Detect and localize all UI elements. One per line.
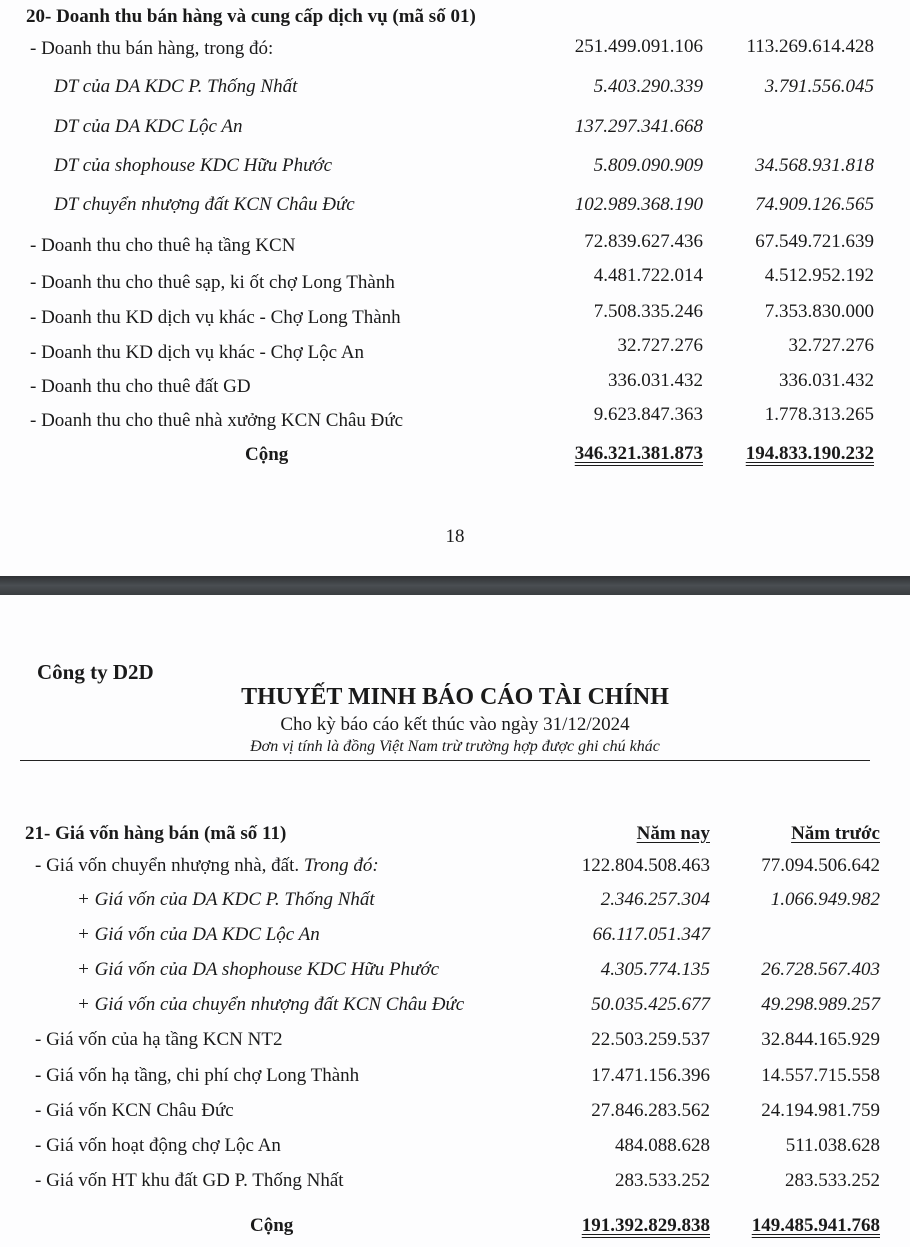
row-label: DT của shophouse KDC Hữu Phước	[54, 155, 333, 176]
row-label: - Giá vốn KCN Châu Đức	[35, 1100, 234, 1121]
value-previous: 4.512.952.192	[764, 265, 874, 286]
value-previous: 67.549.721.639	[755, 231, 874, 252]
company-name: Công ty D2D	[37, 660, 154, 684]
value-current: 2.346.257.304	[600, 889, 710, 910]
value-current: 17.471.156.396	[591, 1065, 710, 1086]
value-previous: 113.269.614.428	[746, 36, 874, 57]
value-previous: 1.066.949.982	[770, 889, 880, 910]
row-label: DT chuyển nhượng đất KCN Châu Đức	[54, 194, 355, 215]
value-current: 5.403.290.339	[593, 76, 703, 97]
value-current: 5.809.090.909	[593, 155, 703, 176]
row-label: - Doanh thu cho thuê hạ tầng KCN	[30, 235, 296, 256]
value-current: 72.839.627.436	[584, 231, 703, 252]
value-previous: 24.194.981.759	[761, 1100, 880, 1121]
value-current: 9.623.847.363	[593, 404, 703, 425]
row-label: - Doanh thu KD dịch vụ khác - Chợ Lộc An	[30, 342, 365, 363]
value-current: 4.481.722.014	[593, 265, 703, 286]
total-label: Cộng	[245, 444, 289, 465]
report-period: Cho kỳ báo cáo kết thúc vào ngày 31/12/2024	[280, 714, 630, 735]
value-previous: 3.791.556.045	[764, 76, 874, 97]
value-previous: 49.298.989.257	[761, 994, 880, 1015]
row-label: - Giá vốn hạ tầng, chi phí chợ Long Thành	[35, 1065, 360, 1086]
value-previous: 511.038.628	[785, 1135, 880, 1156]
total-label: Cộng	[250, 1215, 294, 1236]
row-label	[35, 855, 379, 877]
row-label: - Doanh thu bán hàng, trong đó:	[30, 38, 274, 59]
value-previous: 26.728.567.403	[761, 959, 880, 980]
row-label: - Giá vốn của hạ tầng KCN NT2	[35, 1029, 283, 1050]
value-current: 251.499.091.106	[574, 36, 703, 57]
section-20-title: 20- Doanh thu bán hàng và cung cấp dịch vụ (mã số 01)	[26, 6, 476, 27]
value-previous: 14.557.715.558	[761, 1065, 880, 1086]
value-current: 4.305.774.135	[600, 959, 710, 980]
value-previous: 32.727.276	[788, 335, 874, 356]
row-label-main: - Giá vốn chuyển nhượng nhà, đất.	[35, 855, 300, 876]
row-label: + Giá vốn của DA KDC P. Thống Nhất	[77, 889, 375, 910]
value-current: 137.297.341.668	[574, 116, 703, 137]
value-previous: 77.094.506.642	[761, 855, 880, 876]
value-current: 7.508.335.246	[593, 301, 703, 322]
row-label-italic: Trong đó:	[303, 855, 379, 876]
row-label: - Doanh thu cho thuê sạp, ki ốt chợ Long Thành	[30, 272, 395, 293]
value-current: 50.035.425.677	[591, 994, 710, 1015]
row-label: DT của DA KDC P. Thống Nhất	[54, 76, 298, 97]
total-previous: 194.833.190.232	[745, 443, 874, 464]
column-header-current: Năm nay	[636, 823, 710, 844]
value-current: 22.503.259.537	[591, 1029, 710, 1050]
total-current: 346.321.381.873	[574, 443, 703, 464]
report-title: THUYẾT MINH BÁO CÁO TÀI CHÍNH	[241, 684, 669, 710]
row-label: + Giá vốn của DA shophouse KDC Hữu Phước	[77, 959, 440, 980]
value-current: 102.989.368.190	[574, 194, 703, 215]
value-current: 283.533.252	[615, 1170, 710, 1191]
value-previous: 336.031.432	[779, 370, 874, 391]
value-previous: 74.909.126.565	[755, 194, 874, 215]
row-label: - Doanh thu KD dịch vụ khác - Chợ Long Thành	[30, 307, 401, 328]
row-label: + Giá vốn của chuyển nhượng đất KCN Châu Đức	[77, 994, 465, 1015]
value-current: 27.846.283.562	[591, 1100, 710, 1121]
column-header-previous: Năm trước	[791, 823, 880, 844]
total-current: 191.392.829.838	[581, 1215, 710, 1236]
row-label: + Giá vốn của DA KDC Lộc An	[77, 924, 320, 945]
value-current: 336.031.432	[608, 370, 703, 391]
row-label: DT của DA KDC Lộc An	[54, 116, 243, 137]
row-label: - Giá vốn HT khu đất GD P. Thống Nhất	[35, 1170, 344, 1191]
value-current: 32.727.276	[617, 335, 703, 356]
row-label: - Doanh thu cho thuê đất GD	[30, 376, 251, 397]
row-label: - Doanh thu cho thuê nhà xưởng KCN Châu Đức	[30, 410, 404, 431]
unit-note: Đơn vị tính là đồng Việt Nam trừ trường hợp được ghi chú khác	[250, 738, 660, 755]
value-previous: 1.778.313.265	[764, 404, 874, 425]
page-separator	[0, 576, 910, 595]
value-current: 122.804.508.463	[581, 855, 710, 876]
header-rule	[20, 760, 870, 761]
row-label: - Giá vốn hoạt động chợ Lộc An	[35, 1135, 281, 1156]
value-previous: 7.353.830.000	[764, 301, 874, 322]
section-21-title: 21- Giá vốn hàng bán (mã số 11)	[25, 823, 287, 844]
value-current: 484.088.628	[615, 1135, 710, 1156]
value-previous: 32.844.165.929	[761, 1029, 880, 1050]
value-previous: 34.568.931.818	[755, 155, 874, 176]
value-previous: 283.533.252	[785, 1170, 880, 1191]
page-number: 18	[445, 526, 465, 547]
value-current: 66.117.051.347	[592, 924, 710, 945]
total-previous: 149.485.941.768	[751, 1215, 880, 1236]
